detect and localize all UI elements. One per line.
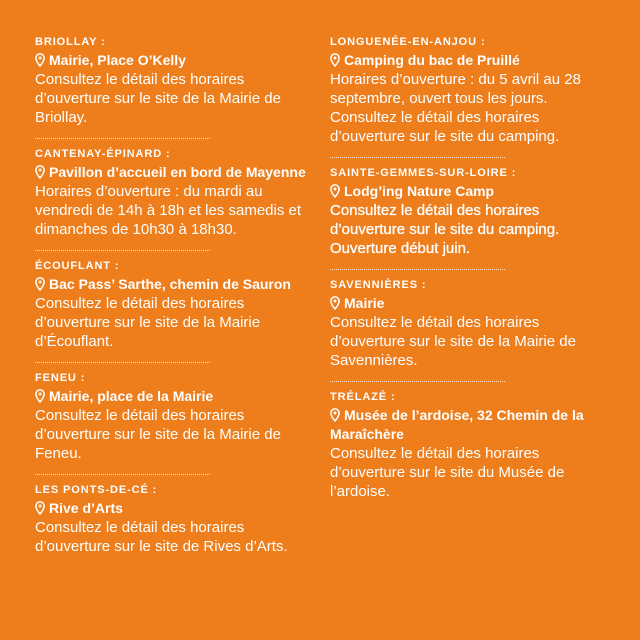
location-line: [35, 51, 320, 70]
opening-hours-info: [330, 70, 620, 146]
location-name: Bac Pass’ Sarthe, chemin de Sauron: [49, 276, 291, 292]
location-line: [330, 294, 620, 313]
map-pin-icon: [330, 184, 340, 198]
description-line: Consultez le détail des horaires: [35, 407, 245, 424]
description-line: Feneu.: [35, 445, 82, 462]
entry-longuenee-en-anjou: [330, 33, 620, 146]
opening-hours-info: [35, 70, 320, 127]
location-line: [330, 182, 620, 201]
location-name: Mairie, place de la Mairie: [49, 388, 214, 404]
location-line: [330, 51, 620, 70]
town-heading: LONGUENÉE-EN-ANJOU :: [330, 36, 486, 48]
location-name: Mairie, Place O’Kelly: [49, 52, 186, 68]
map-pin-icon: [35, 165, 45, 179]
location-line: [35, 387, 320, 406]
town-heading: SAINTE-GEMMES-SUR-LOIRE :: [330, 167, 517, 179]
left-column: [35, 33, 320, 556]
map-pin-icon: [35, 501, 45, 515]
location-name: Rive d’Arts: [49, 500, 123, 516]
map-pin-icon: [35, 389, 45, 403]
description-line: Horaires d’ouverture : du 5 avril au 28: [330, 71, 581, 88]
description-line: Consultez le détail des horaires: [35, 519, 245, 536]
description-line: Consultez le détail des horaires: [330, 202, 540, 219]
description-line: d’ouverture sur le site de la Mairie de: [330, 333, 576, 350]
description-line: septembre, ouvert tous les jours.: [330, 90, 548, 107]
dotted-separator: [35, 362, 210, 363]
location: [35, 275, 320, 294]
location: [35, 499, 320, 518]
description-line: Consultez le détail des horaires: [35, 71, 245, 88]
map-pin-icon: [330, 296, 340, 310]
location-name: Musée de l’ardoise, 32 Chemin de la: [344, 407, 584, 423]
description-line: Horaires d’ouverture : du mardi au: [35, 183, 263, 200]
opening-hours-info: [35, 406, 320, 463]
description-line: d’ouverture sur le site de la Mairie de: [35, 90, 281, 107]
opening-hours-info: [35, 182, 320, 239]
dotted-separator: [330, 381, 505, 382]
location-name: Pavillon d’accueil en bord de Mayenne: [49, 164, 306, 180]
town-heading: ÉCOUFLANT :: [35, 260, 120, 272]
right-column: [330, 33, 620, 501]
entry-briollay: [35, 33, 320, 127]
opening-hours-info: [330, 201, 620, 258]
location: [330, 406, 620, 444]
description-line: l’ardoise.: [330, 483, 391, 500]
map-pin-icon: [35, 277, 45, 291]
town-heading: LES PONTS-DE-CÉ :: [35, 484, 158, 496]
opening-hours-info: [330, 313, 620, 370]
dotted-separator: [330, 269, 505, 270]
dotted-separator: [35, 474, 210, 475]
town-heading: FENEU :: [35, 372, 86, 384]
description-line: d’ouverture sur le site de Rives d’Arts.: [35, 538, 288, 555]
description-line: d’ouverture sur le site du Musée de: [330, 464, 565, 481]
opening-hours-info: [330, 444, 620, 501]
entry-sainte-gemmes-sur-loire: [330, 164, 620, 258]
entry-feneu: [35, 369, 320, 463]
entry-savennieres: [330, 276, 620, 370]
location: [330, 182, 620, 201]
town-heading: SAVENNIÈRES :: [330, 279, 427, 291]
map-pin-icon: [35, 53, 45, 67]
dotted-separator: [35, 138, 210, 139]
location-line: [35, 499, 320, 518]
description-line: Consultez le détail des horaires: [330, 109, 540, 126]
description-line: dimanches de 10h30 à 18h30.: [35, 221, 237, 238]
location: [35, 163, 320, 182]
map-pin-icon: [330, 53, 340, 67]
location-name: Lodg’ing Nature Camp: [344, 183, 495, 199]
description-line: vendredi de 14h à 18h et les samedis et: [35, 202, 302, 219]
description-line: d’ouverture sur le site de la Mairie de: [35, 426, 281, 443]
entry-les-ponts-de-ce: [35, 481, 320, 556]
description-line: d’ouverture sur le site de la Mairie: [35, 314, 261, 331]
location-name: Camping du bac de Pruillé: [344, 52, 520, 68]
location-name: Mairie: [344, 295, 385, 311]
description-line: Savennières.: [330, 352, 418, 369]
dotted-separator: [330, 157, 505, 158]
description-line: d’Écouflant.: [35, 333, 114, 350]
description-line: Consultez le détail des horaires: [330, 314, 540, 331]
description-line: d’ouverture sur le site du camping.: [330, 128, 560, 145]
location-line: [35, 163, 320, 182]
location-line: [35, 275, 320, 294]
location: [330, 294, 620, 313]
location: [35, 387, 320, 406]
town-heading: BRIOLLAY :: [35, 36, 106, 48]
entry-trelaze: [330, 388, 620, 501]
dotted-separator: [35, 250, 210, 251]
map-pin-icon: [330, 408, 340, 422]
entry-cantenay-epinard: [35, 145, 320, 239]
location-line: [330, 406, 620, 425]
location-line-continued: Maraîchère: [330, 426, 404, 442]
town-heading: TRÉLAZÉ :: [330, 391, 396, 403]
opening-hours-info: [35, 294, 320, 351]
entry-ecouflant: [35, 257, 320, 351]
description-line: Ouverture début juin.: [330, 240, 471, 257]
description-line: Briollay.: [35, 109, 88, 126]
description-line: Consultez le détail des horaires: [330, 445, 540, 462]
location: [330, 51, 620, 70]
description-line: Consultez le détail des horaires: [35, 295, 245, 312]
opening-hours-info: [35, 518, 320, 556]
location: [35, 51, 320, 70]
description-line: d’ouverture sur le site du camping.: [330, 221, 560, 238]
town-heading: CANTENAY-ÉPINARD :: [35, 148, 171, 160]
